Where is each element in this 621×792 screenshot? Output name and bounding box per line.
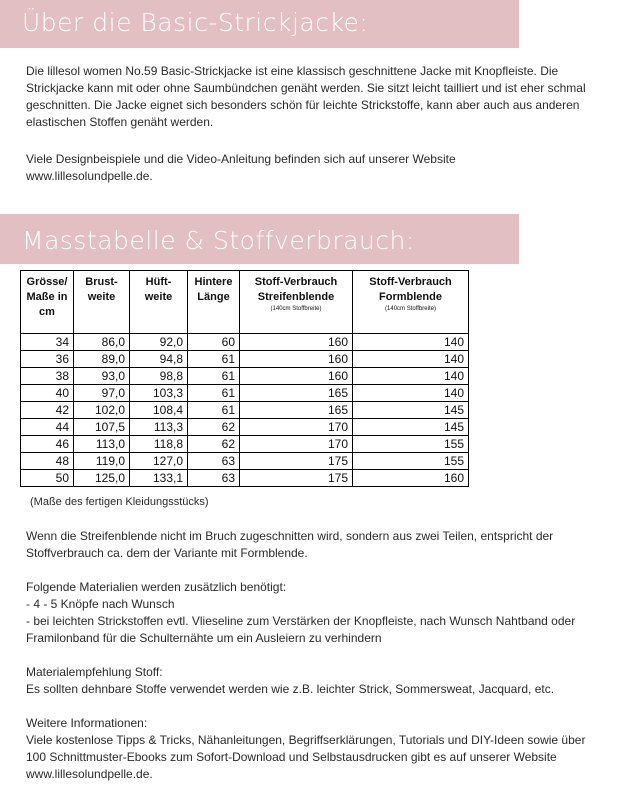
header-fabric-form [353,271,469,334]
table-cell: 145 [353,419,469,436]
fabric-title: Materialempfehlung Stoff: [26,665,163,679]
table-row [21,402,469,419]
header-fabric-strip [240,271,353,334]
table-cell: 61 [188,368,240,385]
table-row [21,453,469,470]
header-fabric-form-note: (140cm Stoffbreite) [385,306,436,312]
table-note: (Maße des fertigen Kleidungsstücks) [30,496,209,508]
table-cell: 170 [240,419,353,436]
header-size: Grösse/ Maße in cm [21,271,74,334]
table-cell: 160 [240,368,353,385]
table-row [21,385,469,402]
header-hip: Hüft-weite [130,271,188,334]
fabric-section [26,664,586,698]
strip-note-paragraph: Wenn die Streifenblende nicht im Bruch zugeschnitten wird, sondern aus zwei Teilen, entspricht der Stoffverbrauch ca. dem der Variante mit Formblende. [26,529,554,560]
more-info-text: Viele kostenlose Tipps & Tricks, Nähanleitungen, Begriffserklärungen, Tutorials und DIY-Ideen sowie über 100 Schnittmuster-Ebooks zum Sofort-Download und Selbstausdrucken gibt es auf unserer Website www.lillesolundpelle.de. [26,733,586,781]
table-cell: 160 [240,351,353,368]
table-cell: 119,0 [74,453,130,470]
size-table [20,270,469,487]
table-cell: 113,0 [74,436,130,453]
table-cell: 89,0 [74,351,130,368]
more-info-section [26,715,586,783]
table-row [21,436,469,453]
table-row [21,470,469,487]
table-cell: 113,3 [130,419,188,436]
table-cell: 160 [240,334,353,351]
fabric-text: Es sollten dehnbare Stoffe verwendet werden wie z.B. leichter Strick, Sommersweat, Jacquard, etc. [26,682,555,696]
header-chest: Brust-weite [74,271,130,334]
table-cell: 140 [353,368,469,385]
table-row [21,368,469,385]
table-cell: 36 [21,351,74,368]
website-paragraph: Viele Designbeispiele und die Video-Anleitung befinden sich auf unserer Website www.lillesolundpelle.de. [26,152,456,183]
table-cell: 93,0 [74,368,130,385]
table-cell: 38 [21,368,74,385]
table-cell: 62 [188,419,240,436]
table-cell: 61 [188,385,240,402]
section-heading-about: Über die Basic-Strickjacke: [0,0,519,48]
table-cell: 127,0 [130,453,188,470]
table-cell: 103,3 [130,385,188,402]
table-cell: 155 [353,453,469,470]
header-fabric-strip-label: Stoff-Verbrauch Streifenblende [254,276,338,303]
table-cell: 165 [240,385,353,402]
materials-item-interfacing: - bei leichten Strickstoffen evtl. Vlieseline zum Verstärken der Knopfleiste, nach Wunsch Nahtband oder Framilonband für die Schulternähte um ein Ausleiern zu verhindern [26,614,576,645]
table-cell: 94,8 [130,351,188,368]
table-cell: 44 [21,419,74,436]
table-row [21,419,469,436]
table-cell: 175 [240,453,353,470]
table-cell: 40 [21,385,74,402]
header-fabric-form-label: Stoff-Verbrauch Formblende [369,276,452,303]
table-cell: 102,0 [74,402,130,419]
table-cell: 98,8 [130,368,188,385]
table-cell: 50 [21,470,74,487]
table-cell: 61 [188,402,240,419]
intro-paragraph: Die lillesol women No.59 Basic-Strickjacke ist eine klassisch geschnittene Jacke mit Knopfleiste. Die Strickjacke kann mit oder ohne Saumbündchen genäht werden. Sie sitzt leicht tailliert und ist eher schmal geschnitten. Die Jacke eignet sich besonders schön für leichte Strickstoffe, kann aber auch aus anderen elastischen Stoffen genäht werden. [26,64,586,129]
header-fabric-strip-note: (140cm Stoffbreite) [270,306,322,312]
table-cell: 160 [353,470,469,487]
table-cell: 61 [188,351,240,368]
table-cell: 165 [240,402,353,419]
table-cell: 97,0 [74,385,130,402]
table-cell: 108,4 [130,402,188,419]
materials-title: Folgende Materialien werden zusätzlich benötigt: [26,580,287,594]
table-cell: 155 [353,436,469,453]
table-cell: 125,0 [74,470,130,487]
table-cell: 175 [240,470,353,487]
table-cell: 145 [353,402,469,419]
table-cell: 34 [21,334,74,351]
table-cell: 63 [188,470,240,487]
table-cell: 107,5 [74,419,130,436]
table-cell: 92,0 [130,334,188,351]
table-cell: 140 [353,385,469,402]
more-info-title: Weitere Informationen: [26,716,148,730]
table-row [21,351,469,368]
table-cell: 170 [240,436,353,453]
table-cell: 86,0 [74,334,130,351]
table-header-row [21,271,469,334]
header-back-length: Hintere Länge [188,271,240,334]
table-cell: 60 [188,334,240,351]
materials-item-buttons: - 4 - 5 Knöpfe nach Wunsch [26,597,175,611]
table-cell: 46 [21,436,74,453]
table-cell: 118,8 [130,436,188,453]
table-row [21,334,469,351]
table-cell: 48 [21,453,74,470]
materials-section [26,579,586,647]
table-cell: 42 [21,402,74,419]
table-cell: 63 [188,453,240,470]
section-heading-sizes: Masstabelle & Stoffverbrauch: [0,214,519,264]
table-cell: 62 [188,436,240,453]
table-cell: 140 [353,351,469,368]
table-cell: 140 [353,334,469,351]
table-cell: 133,1 [130,470,188,487]
